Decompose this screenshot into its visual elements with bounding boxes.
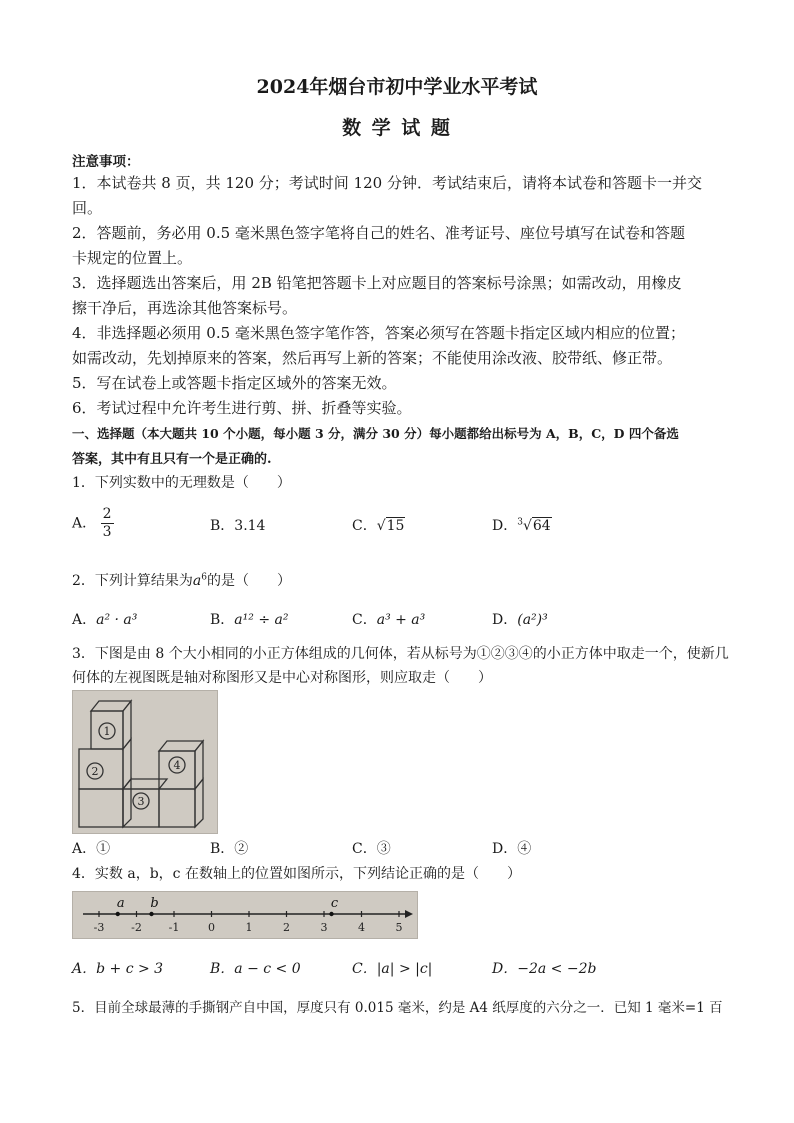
point-a <box>116 912 120 916</box>
notice-line: 如需改动，先划掉原来的答案，然后再写上新的答案；不能使用涂改液、胶带纸、修正带。 <box>72 349 673 367</box>
notice-line: 回。 <box>72 199 103 217</box>
q2-option-a <box>72 609 137 629</box>
cube-side <box>195 741 203 789</box>
axis-arrow <box>405 910 413 918</box>
option-label: C． <box>352 518 377 534</box>
q1-option-c <box>352 515 405 535</box>
tick-label: 5 <box>395 921 403 934</box>
q3-option-a: A．① <box>72 841 111 857</box>
tick-label: 1 <box>245 921 253 934</box>
cube-label-1: 1 <box>103 725 111 738</box>
option-text: A．b + c > 3 <box>72 961 164 977</box>
tick-label: 0 <box>208 921 215 934</box>
notice-line: 卡规定的位置上。 <box>72 249 193 267</box>
root-index: 3 <box>517 517 523 528</box>
radical-sign: √ <box>376 518 386 534</box>
section-heading-cont: 答案，其中有且只有一个是正确的. <box>72 452 272 467</box>
question-4-stem: 4．实数 a，b，c 在数轴上的位置如图所示，下列结论正确的是（ ） <box>72 866 521 882</box>
option-label: B． <box>210 518 235 534</box>
option-expr: a³ + a³ <box>376 612 426 628</box>
option-label: D． <box>492 518 518 534</box>
cube-label-3: 3 <box>137 795 145 808</box>
option-expr: a¹² ÷ a² <box>234 612 289 628</box>
q3-option-c: C．③ <box>352 841 391 857</box>
stem-text: 的是（ ） <box>207 573 292 589</box>
option-text: B．a − c < 0 <box>210 961 301 977</box>
question-2-stem <box>72 570 291 590</box>
cube-side <box>195 779 203 827</box>
option-text: D．−2a < −2b <box>492 961 597 977</box>
point-c <box>329 912 333 916</box>
cube-label-4: 4 <box>173 759 181 772</box>
option-text: C．|a| > |c| <box>352 961 433 977</box>
stem-var: a <box>192 573 202 589</box>
cube-figure <box>72 690 218 834</box>
q4-option-c <box>352 958 432 978</box>
option-label: B． <box>210 612 235 628</box>
question-5-stem: 5．目前全球最薄的手撕钢产自中国，厚度只有 0.015 毫米，约是 A4 纸厚度的六分之一．已知 1 毫米=1 百 <box>72 1000 723 1016</box>
number-line-figure <box>72 891 418 939</box>
tick-label: 4 <box>358 921 365 934</box>
q2-option-b <box>210 609 288 629</box>
numerator: 2 <box>102 506 112 522</box>
cube-drawing <box>73 691 217 833</box>
radical-sign: √ <box>522 518 532 534</box>
option-label: D． <box>492 612 518 628</box>
notice-line: 1．本试卷共 8 页，共 120 分；考试时间 120 分钟．考试结束后，请将本试卷和答题卡一并交 <box>72 174 702 192</box>
notice-line: 5．写在试卷上或答题卡指定区域外的答案无效。 <box>72 374 397 392</box>
q4-option-d <box>492 958 596 978</box>
denominator: 3 <box>102 524 112 540</box>
q2-option-c <box>352 609 425 629</box>
notice-line: 3．选择题选出答案后，用 2B 铅笔把答题卡上对应题目的答案标号涂黑；如需改动，用橡皮 <box>72 274 682 292</box>
question-3-stem-cont: 何体的左视图既是轴对称图形又是中心对称图形，则应取走（ ） <box>72 670 492 686</box>
tick-label: -3 <box>93 921 105 934</box>
tick-label: 2 <box>283 921 290 934</box>
point-label-c: c <box>330 896 339 911</box>
q2-option-d <box>492 609 548 629</box>
q3-option-b: B．② <box>210 841 249 857</box>
point-b <box>149 912 153 916</box>
notice-heading: 注意事项： <box>72 154 140 170</box>
fraction <box>101 506 114 541</box>
stem-text: 2．下列计算结果为 <box>72 573 193 589</box>
option-label: A． <box>72 515 97 532</box>
stem-exp: 6 <box>201 572 208 583</box>
cube-face <box>79 749 123 789</box>
cube-label-2: 2 <box>91 765 99 778</box>
tick-label: -1 <box>168 921 180 934</box>
notice-line: 2．答题前，务必用 0.5 毫米黑色签字笔将自己的姓名、准考证号、座位号填写在试卷和答题 <box>72 224 685 242</box>
q4-option-a <box>72 958 163 978</box>
question-1-stem: 1．下列实数中的无理数是（ ） <box>72 475 291 491</box>
notice-line: 6．考试过程中允许考生进行剪、拼、折叠等实验。 <box>72 399 412 417</box>
cube-face <box>159 789 195 827</box>
q3-option-d: D．④ <box>492 841 532 857</box>
option-expr: (a²)³ <box>517 612 548 628</box>
q1-option-b <box>210 515 265 535</box>
option-expr: a² · a³ <box>96 612 138 628</box>
option-value: 3.14 <box>234 518 266 534</box>
radicand: 15 <box>386 518 405 534</box>
q4-option-b <box>210 958 301 978</box>
radicand: 64 <box>532 518 551 534</box>
cube-side <box>123 701 131 749</box>
cube-top <box>123 779 167 789</box>
tick-label: 3 <box>320 921 328 934</box>
notice-line: 擦干净后，再选涂其他答案标号。 <box>72 299 298 317</box>
question-3-stem: 3．下图是由 8 个大小相同的小正方体组成的几何体，若从标号为①②③④的小正方体中取走一个，使新几 <box>72 646 729 662</box>
number-line <box>73 892 417 938</box>
option-label: A． <box>72 612 97 628</box>
point-label-b: b <box>150 896 159 911</box>
exam-title: 2024年烟台市初中学业水平考试 <box>256 76 538 98</box>
cube-side <box>123 779 131 827</box>
notice-line: 4．非选择题必须用 0.5 毫米黑色签字笔作答，答案必须写在答题卡指定区域内相应的位置； <box>72 324 685 342</box>
exam-subtitle: 数 学 试 题 <box>342 117 452 139</box>
q1-option-a <box>72 506 114 541</box>
q1-option-d <box>492 515 552 535</box>
cube-face <box>79 789 123 827</box>
section-heading: 一、选择题（本大题共 10 个小题，每小题 3 分，满分 30 分）每小题都给出标号为 A，B，C，D 四个备选 <box>72 426 679 441</box>
point-label-a: a <box>116 896 125 911</box>
tick-label: -2 <box>131 921 142 934</box>
option-label: C． <box>352 612 377 628</box>
